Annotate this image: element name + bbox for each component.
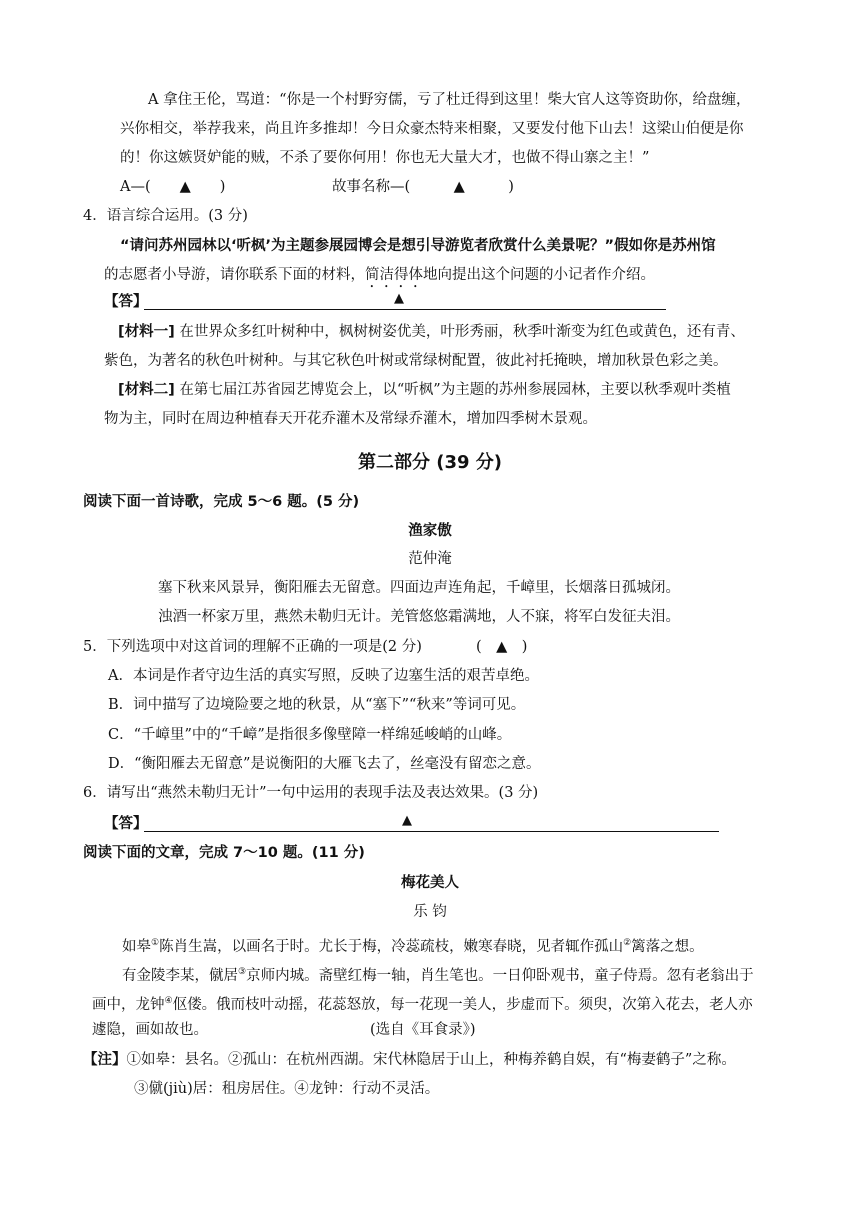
article-text: 有金陵李某，僦居 bbox=[122, 967, 238, 984]
passage-line-1: A 拿住王伦，骂道：“你是一个村野穷儒，亏了杜迁得到这里！柴大官人这等资助你，给盘缠， bbox=[148, 92, 751, 108]
answer-triangle: ▲ bbox=[402, 812, 412, 828]
q4-answer-line[interactable] bbox=[144, 290, 666, 310]
article-author: 乐 钧 bbox=[413, 904, 447, 920]
poem-line-1: 塞下秋来风景异，衡阳雁去无留意。四面边声连角起，千嶂里，长烟落日孤城闭。 bbox=[158, 580, 680, 596]
poem-line-2: 浊酒一杯家万里，燕然未勒归无计。羌管悠悠霜满地，人不寐，将军白发征夫泪。 bbox=[158, 609, 680, 625]
material-2-text-1: 在第七届江苏省园艺博览会上，以“听枫”为主题的苏州参展园林，主要以秋季观叶类植 bbox=[179, 382, 731, 398]
article-paragraph-1 bbox=[122, 933, 704, 957]
q4-question-line-2 bbox=[104, 265, 655, 291]
poem-section-intro: 阅读下面一首诗歌，完成 5～6 题。(5 分) bbox=[83, 494, 360, 510]
article-source: (选自《耳食录》) bbox=[370, 1022, 476, 1038]
notes-text-1: ①如皋：县名。②孤山：在杭州西湖。宋代林隐居于山上，种梅养鹤自娱，有“梅妻鹤子”之称。 bbox=[126, 1052, 736, 1068]
blank-a[interactable]: A—( ▲ ) bbox=[120, 179, 226, 195]
material-1-text-1: 在世界众多红叶树种中，枫树树姿优美，叶形秀丽，秋季叶渐变为红色或黄色，还有青、 bbox=[179, 324, 745, 340]
notes-label: 【注】 bbox=[83, 1052, 127, 1068]
note-marker: ③ bbox=[238, 967, 247, 977]
article-text: 如皋 bbox=[122, 938, 151, 955]
blank-story-name[interactable]: 故事名称—( ▲ ) bbox=[332, 179, 514, 195]
article-text: 陈肖生嵩，以画名于时。尤长于梅，冷蕊疏枝，嫩寒春晓，见者辄作孤山 bbox=[159, 938, 624, 955]
q5-option-c[interactable]: C．“千嶂里”中的“千嶂”是指很多像壁障一样绵延峻峭的山峰。 bbox=[108, 727, 512, 743]
article-text: 京师内城。斋壁红梅一轴，肖生笔也。一日仰卧观书，童子侍焉。忽有老翁出于 bbox=[246, 967, 754, 984]
material-2-label: [材料二] bbox=[118, 382, 175, 398]
article-text: 篱落之想。 bbox=[631, 938, 704, 955]
q4-emphasis: 简洁得体 bbox=[365, 267, 423, 283]
q4-title: 4．语言综合运用。(3 分) bbox=[83, 208, 248, 224]
article-text: 画中，龙钟 bbox=[92, 996, 165, 1013]
q4-question-post: 地向提出这个问题的小记者作介绍。 bbox=[423, 267, 655, 283]
q5-option-a[interactable]: A．本词是作者守边生活的真实写照，反映了边塞生活的艰苦卓绝。 bbox=[108, 668, 539, 684]
q4-question-pre: 的志愿者小导游，请你联系下面的材料， bbox=[104, 267, 365, 283]
poem-title: 渔家傲 bbox=[408, 523, 452, 539]
part-2-title: 第二部分 (39 分) bbox=[357, 452, 503, 473]
q5-title: 5．下列选项中对这首词的理解不正确的一项是(2 分) bbox=[83, 639, 422, 655]
q5-answer-paren[interactable]: ( ▲ ) bbox=[476, 639, 528, 655]
material-1-line-1 bbox=[118, 322, 745, 342]
article-title: 梅花美人 bbox=[401, 875, 459, 891]
article-paragraph-2-end: 遽隐，画如故也。 bbox=[92, 1022, 208, 1038]
q4-answer-field[interactable] bbox=[144, 292, 666, 312]
notes-line-1 bbox=[83, 1050, 736, 1070]
article-text: 伛偻。俄而枝叶动摇，花蕊怒放，每一花现一美人，步虚而下。须臾，次第入花去，老人亦 bbox=[172, 996, 753, 1013]
article-intro: 阅读下面的文章，完成 7～10 题。(11 分) bbox=[83, 845, 365, 861]
q5-option-d[interactable]: D．“衡阳雁去无留意”是说衡阳的大雁飞去了，丝毫没有留恋之意。 bbox=[108, 756, 541, 772]
passage-line-2: 兴你相交，举荐我来，尚且许多推却！今日众豪杰特来相聚，又要发付他下山去！这梁山伯便是你 bbox=[120, 121, 744, 137]
material-2-line-1 bbox=[118, 380, 731, 400]
q6-answer-line[interactable] bbox=[144, 812, 719, 832]
q6-title: 6．请写出“燕然未勒归无计”一句中运用的表现手法及表达效果。(3 分) bbox=[83, 785, 539, 801]
material-1-label: [材料一] bbox=[118, 324, 175, 340]
notes-line-2: ③僦(jiù)居：租房居住。④龙钟：行动不灵活。 bbox=[134, 1081, 440, 1097]
note-marker: ④ bbox=[164, 996, 173, 1006]
q5-option-b[interactable]: B．词中描写了边境险要之地的秋景，从“塞下”“秋来”等词可见。 bbox=[108, 697, 526, 713]
material-1-line-2: 紫色，为著名的秋色叶树种。与其它秋色叶树或常绿树配置，彼此衬托掩映，增加秋景色彩之美。 bbox=[104, 353, 728, 369]
answer-triangle: ▲ bbox=[394, 290, 404, 306]
article-paragraph-2-cont bbox=[92, 991, 753, 1015]
passage-line-3: 的！你这嫉贤妒能的贼，不杀了要你何用！你也无大量大才，也做不得山寨之主！” bbox=[120, 150, 650, 166]
material-2-line-2: 物为主，同时在周边种植春天开花乔灌木及常绿乔灌木，增加四季树木景观。 bbox=[104, 411, 597, 427]
poem-author: 范仲淹 bbox=[408, 551, 452, 567]
q4-question-line-1: “请问苏州园林以‘听枫’为主题参展园博会是想引导游览者欣赏什么美景呢？”假如你是苏州馆 bbox=[120, 238, 716, 254]
note-marker: ② bbox=[623, 938, 632, 948]
article-paragraph-2 bbox=[122, 962, 754, 986]
q4-answer-label: 【答】 bbox=[104, 294, 148, 310]
note-marker: ① bbox=[151, 938, 160, 948]
q6-answer-field[interactable] bbox=[144, 814, 719, 834]
q6-answer-label: 【答】 bbox=[104, 816, 148, 832]
